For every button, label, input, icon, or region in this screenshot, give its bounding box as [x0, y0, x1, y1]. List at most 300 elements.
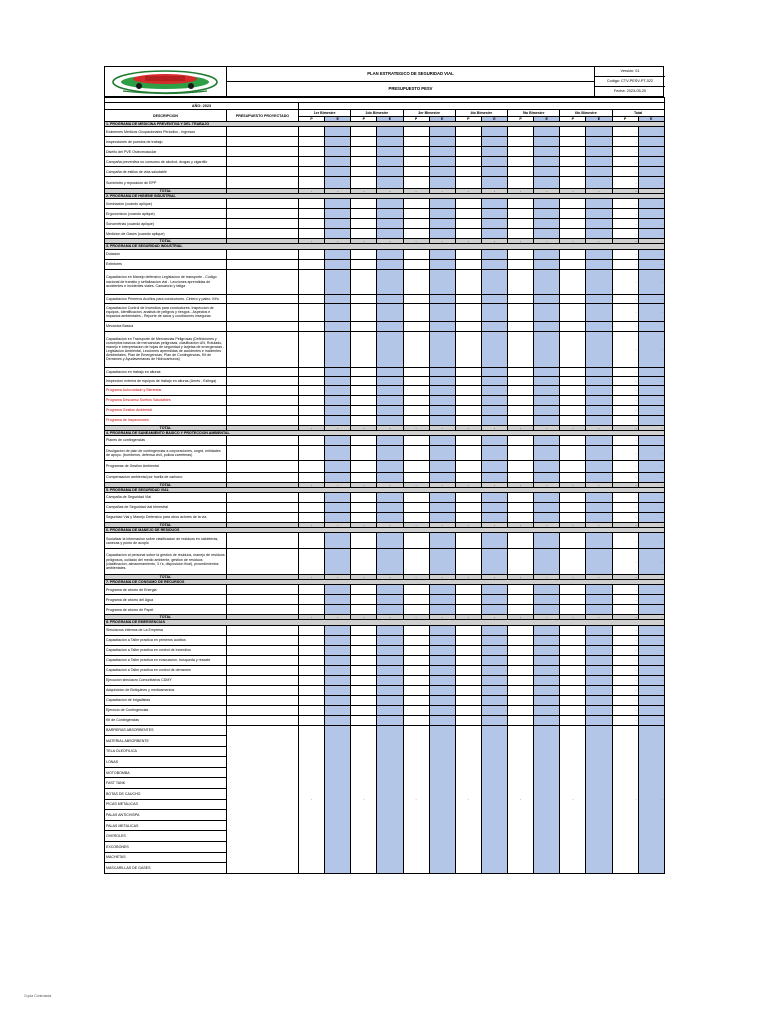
total-cell: -	[455, 575, 481, 580]
table-row	[105, 705, 665, 715]
projected-cell	[227, 127, 299, 137]
executed-cell	[534, 395, 560, 405]
executed-cell	[481, 533, 507, 549]
planned-cell	[403, 705, 429, 715]
kit-item-label: BOTAS DE CAUCHO	[105, 789, 227, 800]
table-row	[105, 585, 665, 595]
executed-cell	[586, 199, 612, 209]
total-cell: -	[638, 425, 664, 430]
executed-cell	[325, 367, 351, 376]
executed-cell	[429, 605, 455, 615]
projected-cell	[227, 415, 299, 425]
planned-cell	[403, 229, 429, 239]
planned-cell	[508, 303, 534, 321]
activity-description: Programa de ahorro del Agua	[105, 595, 227, 605]
executed-cell: -	[638, 460, 664, 472]
total-cell: -	[455, 189, 481, 194]
planned-cell	[455, 405, 481, 415]
executed-cell: -	[638, 695, 664, 705]
executed-header: E	[429, 117, 455, 122]
executed-cell: -	[638, 229, 664, 239]
total-label: TOTAL	[105, 425, 227, 430]
planned-cell	[403, 595, 429, 605]
executed-cell	[325, 269, 351, 294]
table-row	[105, 715, 665, 725]
executed-cell	[325, 645, 351, 655]
planned-cell: -	[612, 147, 638, 157]
total-cell: -	[638, 189, 664, 194]
executed-cell	[481, 157, 507, 167]
executed-cell	[481, 331, 507, 367]
planned-cell	[455, 549, 481, 575]
executed-cell	[377, 472, 403, 482]
executed-cell	[534, 321, 560, 331]
executed-cell	[429, 512, 455, 522]
planned-cell: -	[612, 229, 638, 239]
executed-cell	[325, 549, 351, 575]
planned-cell: -	[612, 695, 638, 705]
executed-header: E	[534, 117, 560, 122]
planned-cell	[403, 127, 429, 137]
total-cell: -	[638, 482, 664, 487]
planned-cell	[403, 331, 429, 367]
table-row	[105, 367, 665, 376]
period-header: 2do Bimestre	[351, 110, 403, 117]
table-row	[105, 512, 665, 522]
executed-cell	[429, 625, 455, 635]
executed-cell	[534, 472, 560, 482]
executed-cell	[534, 127, 560, 137]
planned-cell	[403, 259, 429, 269]
planned-cell	[508, 492, 534, 502]
executed-cell	[325, 502, 351, 512]
section-title: 5. PROGRAMA DE SEGURIDAD VIAL	[105, 487, 665, 492]
table-row	[105, 321, 665, 331]
planned-cell	[403, 605, 429, 615]
description-header: DESCRIPCION	[105, 110, 227, 122]
planned-cell	[560, 209, 586, 219]
planned-header: P	[351, 117, 377, 122]
planned-cell	[560, 249, 586, 259]
company-logo	[105, 67, 227, 96]
planned-cell	[508, 705, 534, 715]
planned-cell	[455, 376, 481, 385]
planned-cell	[403, 675, 429, 685]
executed-cell	[429, 405, 455, 415]
planned-cell	[351, 625, 377, 635]
executed-cell	[377, 512, 403, 522]
planned-cell	[455, 331, 481, 367]
total-cell: -	[403, 482, 429, 487]
planned-cell: -	[612, 167, 638, 177]
executed-cell	[534, 512, 560, 522]
projected-cell	[227, 685, 299, 695]
executed-header: E	[325, 117, 351, 122]
planned-cell	[299, 137, 325, 147]
executed-cell: -	[638, 331, 664, 367]
activity-description: Inspecciones de puestos de trabajo	[105, 137, 227, 147]
executed-cell	[429, 259, 455, 269]
table-row	[105, 177, 665, 189]
executed-cell	[481, 460, 507, 472]
executed-cell: -	[638, 395, 664, 405]
projected-cell	[227, 209, 299, 219]
planned-cell	[403, 445, 429, 460]
planned-cell	[299, 549, 325, 575]
planned-cell	[351, 460, 377, 472]
planned-cell	[299, 675, 325, 685]
executed-cell	[481, 705, 507, 715]
planned-cell	[299, 157, 325, 167]
section-title: 4. PROGRAMA DE SANEAMIENTO BASICO Y PROTECCION AMBIENTAL	[105, 430, 665, 435]
table-row	[105, 331, 665, 367]
executed-cell: -	[638, 533, 664, 549]
activity-description: Extintores	[105, 259, 227, 269]
planned-cell	[508, 395, 534, 405]
planned-cell	[299, 665, 325, 675]
activity-description: Divulgacion de plan de contingencias a corporaciones, ungrd, entidades de apoyo. (bomberos, defensa civil, policia carreteras)	[105, 445, 227, 460]
executed-cell	[377, 137, 403, 147]
executed-cell: -	[638, 445, 664, 460]
planned-cell	[508, 331, 534, 367]
planned-cell	[403, 219, 429, 229]
executed-cell: -	[638, 502, 664, 512]
planned-cell	[403, 249, 429, 259]
total-cell: -	[560, 575, 586, 580]
executed-cell	[429, 177, 455, 189]
executed-cell	[586, 331, 612, 367]
planned-cell	[351, 229, 377, 239]
kit-value-cell: -	[508, 725, 534, 873]
executed-cell: -	[638, 376, 664, 385]
planned-cell	[508, 472, 534, 482]
planned-cell	[560, 177, 586, 189]
planned-cell	[351, 685, 377, 695]
kit-value-cell	[377, 725, 403, 873]
planned-cell	[508, 605, 534, 615]
table-row	[105, 533, 665, 549]
planned-cell	[508, 167, 534, 177]
executed-cell	[325, 331, 351, 367]
executed-cell	[325, 415, 351, 425]
executed-cell	[429, 249, 455, 259]
executed-cell	[586, 655, 612, 665]
planned-cell	[508, 502, 534, 512]
planned-cell	[455, 625, 481, 635]
planned-cell	[560, 533, 586, 549]
planned-cell	[455, 415, 481, 425]
planned-cell	[351, 655, 377, 665]
planned-cell	[351, 209, 377, 219]
planned-cell	[299, 376, 325, 385]
date-label: Fecha: 2023-05-20	[613, 89, 647, 93]
activity-description: Capacitacion a Taller practica en primeros auxilios	[105, 635, 227, 645]
projected-cell	[227, 294, 299, 303]
executed-cell	[377, 167, 403, 177]
total-cell: -	[455, 482, 481, 487]
planned-cell	[299, 199, 325, 209]
executed-cell	[481, 199, 507, 209]
total-cell: -	[638, 239, 664, 244]
planned-cell	[299, 512, 325, 522]
total-cell: -	[508, 575, 534, 580]
executed-cell	[586, 405, 612, 415]
planned-cell: -	[612, 655, 638, 665]
table-row	[105, 249, 665, 259]
total-cell: -	[534, 425, 560, 430]
total-cell: -	[534, 239, 560, 244]
executed-cell: -	[638, 321, 664, 331]
kit-value-cell: -	[403, 725, 429, 873]
projected-cell	[227, 229, 299, 239]
kit-value-cell	[325, 725, 351, 873]
executed-header: E	[638, 117, 664, 122]
total-cell: -	[403, 189, 429, 194]
executed-cell	[325, 472, 351, 482]
planned-cell	[403, 405, 429, 415]
total-cell: -	[612, 239, 638, 244]
table-row	[105, 695, 665, 705]
projected-cell	[227, 385, 299, 395]
table-row	[105, 435, 665, 445]
planned-cell	[299, 435, 325, 445]
kit-item-label: PICAS METALICAS	[105, 799, 227, 810]
table-row	[105, 549, 665, 575]
total-cell: -	[560, 425, 586, 430]
executed-cell	[377, 157, 403, 167]
total-cell: -	[508, 482, 534, 487]
executed-cell	[325, 137, 351, 147]
planned-cell	[560, 685, 586, 695]
total-cell: -	[325, 239, 351, 244]
projected-cell	[227, 533, 299, 549]
activity-description: Ergonomicos (cuando aplique)	[105, 209, 227, 219]
planned-cell	[560, 715, 586, 725]
planned-cell	[455, 385, 481, 395]
executed-cell	[534, 229, 560, 239]
total-cell: -	[299, 239, 325, 244]
executed-cell: -	[638, 675, 664, 685]
planned-cell	[351, 595, 377, 605]
planned-cell	[560, 595, 586, 605]
total-cell: -	[508, 522, 534, 527]
total-cell: -	[534, 482, 560, 487]
total-cell: -	[377, 482, 403, 487]
executed-cell	[377, 147, 403, 157]
planned-cell	[403, 665, 429, 675]
planned-cell: -	[612, 376, 638, 385]
total-cell: -	[534, 522, 560, 527]
executed-cell	[325, 655, 351, 665]
planned-header: P	[403, 117, 429, 122]
table-row	[105, 502, 665, 512]
total-cell: -	[351, 239, 377, 244]
year-label: AÑO: 2023	[105, 103, 299, 110]
planned-cell	[351, 137, 377, 147]
executed-cell	[429, 331, 455, 367]
executed-cell	[377, 635, 403, 645]
total-label: TOTAL	[105, 575, 227, 580]
planned-cell	[403, 167, 429, 177]
executed-cell	[377, 249, 403, 259]
kit-item-label: MOTOBOMBA	[105, 767, 227, 778]
executed-cell	[377, 685, 403, 695]
total-cell: -	[429, 239, 455, 244]
executed-cell	[534, 249, 560, 259]
planned-cell	[455, 585, 481, 595]
table-row	[105, 269, 665, 294]
executed-cell: -	[638, 415, 664, 425]
executed-cell	[534, 675, 560, 685]
projected-cell	[227, 625, 299, 635]
activity-description: Mecanica Basica	[105, 321, 227, 331]
total-cell: -	[586, 189, 612, 194]
executed-cell	[325, 533, 351, 549]
planned-cell	[403, 533, 429, 549]
executed-cell	[325, 395, 351, 405]
executed-cell	[429, 705, 455, 715]
planned-cell	[299, 695, 325, 705]
kit-value-cell: -	[638, 725, 664, 873]
projected-cell	[227, 549, 299, 575]
executed-cell	[377, 585, 403, 595]
planned-cell	[299, 177, 325, 189]
planned-cell	[403, 147, 429, 157]
executed-cell	[534, 635, 560, 645]
planned-cell	[455, 605, 481, 615]
planned-cell	[351, 167, 377, 177]
planned-cell: -	[612, 715, 638, 725]
planned-cell	[351, 415, 377, 425]
executed-cell: -	[638, 595, 664, 605]
kit-item-label: MACHETAS	[105, 852, 227, 863]
executed-cell	[586, 367, 612, 376]
projected-cell	[227, 321, 299, 331]
planned-cell	[560, 137, 586, 147]
executed-cell	[481, 321, 507, 331]
executed-cell	[325, 435, 351, 445]
planned-cell	[560, 502, 586, 512]
planned-cell: -	[612, 303, 638, 321]
executed-cell	[586, 209, 612, 219]
budget-title: PRESUPUESTO PESV	[227, 82, 595, 96]
executed-cell	[429, 685, 455, 695]
planned-cell	[403, 367, 429, 376]
activity-description: Programa de Inspecciones	[105, 415, 227, 425]
activity-description: Sonometrias (cuando aplique)	[105, 219, 227, 229]
executed-cell	[586, 219, 612, 229]
planned-cell	[299, 585, 325, 595]
projected-cell	[227, 502, 299, 512]
executed-cell: -	[638, 209, 664, 219]
activity-description: Medicion de Gases (cuando aplique)	[105, 229, 227, 239]
total-cell: -	[325, 189, 351, 194]
planned-cell	[508, 625, 534, 635]
executed-cell: -	[638, 635, 664, 645]
executed-cell	[534, 331, 560, 367]
total-cell: -	[560, 615, 586, 620]
total-cell: -	[586, 522, 612, 527]
executed-cell	[377, 294, 403, 303]
total-cell: -	[377, 425, 403, 430]
executed-cell	[429, 472, 455, 482]
executed-cell	[481, 303, 507, 321]
planned-cell	[455, 435, 481, 445]
total-cell: -	[299, 189, 325, 194]
planned-cell	[299, 605, 325, 615]
kit-item-label: FAST TANK	[105, 778, 227, 789]
planned-cell: -	[612, 460, 638, 472]
executed-cell	[481, 395, 507, 405]
executed-cell	[377, 331, 403, 367]
planned-cell	[455, 127, 481, 137]
planned-cell	[560, 635, 586, 645]
executed-cell: -	[638, 249, 664, 259]
planned-cell	[560, 695, 586, 705]
executed-cell	[481, 645, 507, 655]
projected-cell	[227, 460, 299, 472]
executed-cell: -	[638, 127, 664, 137]
planned-cell	[299, 533, 325, 549]
executed-cell	[377, 385, 403, 395]
executed-cell	[325, 259, 351, 269]
total-cell: -	[508, 615, 534, 620]
activity-description: Iluminación (cuando aplique)	[105, 199, 227, 209]
activity-description: Capacitacion a Taller practica en evacuacion, busqueda y rescate	[105, 655, 227, 665]
kit-item-label: OVEROLES	[105, 831, 227, 842]
planned-cell	[299, 331, 325, 367]
projected-header: PRESUPUESTO PROYECTADO	[227, 110, 299, 122]
planned-cell	[455, 229, 481, 239]
executed-cell	[586, 294, 612, 303]
executed-cell	[325, 685, 351, 695]
executed-cell	[377, 655, 403, 665]
total-cell: -	[534, 189, 560, 194]
executed-cell	[429, 595, 455, 605]
planned-cell	[351, 435, 377, 445]
executed-cell	[325, 229, 351, 239]
kit-item-label: BARRERAS ABSORBENTES	[105, 725, 227, 736]
planned-cell	[455, 685, 481, 695]
executed-cell	[481, 585, 507, 595]
planned-cell	[403, 715, 429, 725]
executed-cell	[377, 665, 403, 675]
total-cell: -	[299, 425, 325, 430]
period-header: 4to Bimestre	[455, 110, 507, 117]
planned-cell	[351, 269, 377, 294]
kit-item-label: TELA OLEOFILICA	[105, 746, 227, 757]
executed-cell	[377, 219, 403, 229]
planned-cell	[508, 585, 534, 595]
planned-cell	[560, 445, 586, 460]
executed-cell	[534, 665, 560, 675]
executed-cell: -	[638, 167, 664, 177]
activity-description: Capacitacion en trabajo en alturas	[105, 367, 227, 376]
total-cell: -	[377, 615, 403, 620]
planned-cell	[403, 157, 429, 167]
planned-cell	[455, 445, 481, 460]
executed-cell	[534, 269, 560, 294]
executed-cell	[325, 445, 351, 460]
planned-cell: -	[612, 199, 638, 209]
activity-description: Simulacros internos de La Empresa	[105, 625, 227, 635]
activity-description: Exámenes Médicos Ocupacionales Periodico - Ingresos	[105, 127, 227, 137]
executed-cell	[534, 199, 560, 209]
total-cell: -	[377, 189, 403, 194]
kit-value-cell	[534, 725, 560, 873]
executed-cell	[481, 269, 507, 294]
planned-cell	[560, 460, 586, 472]
